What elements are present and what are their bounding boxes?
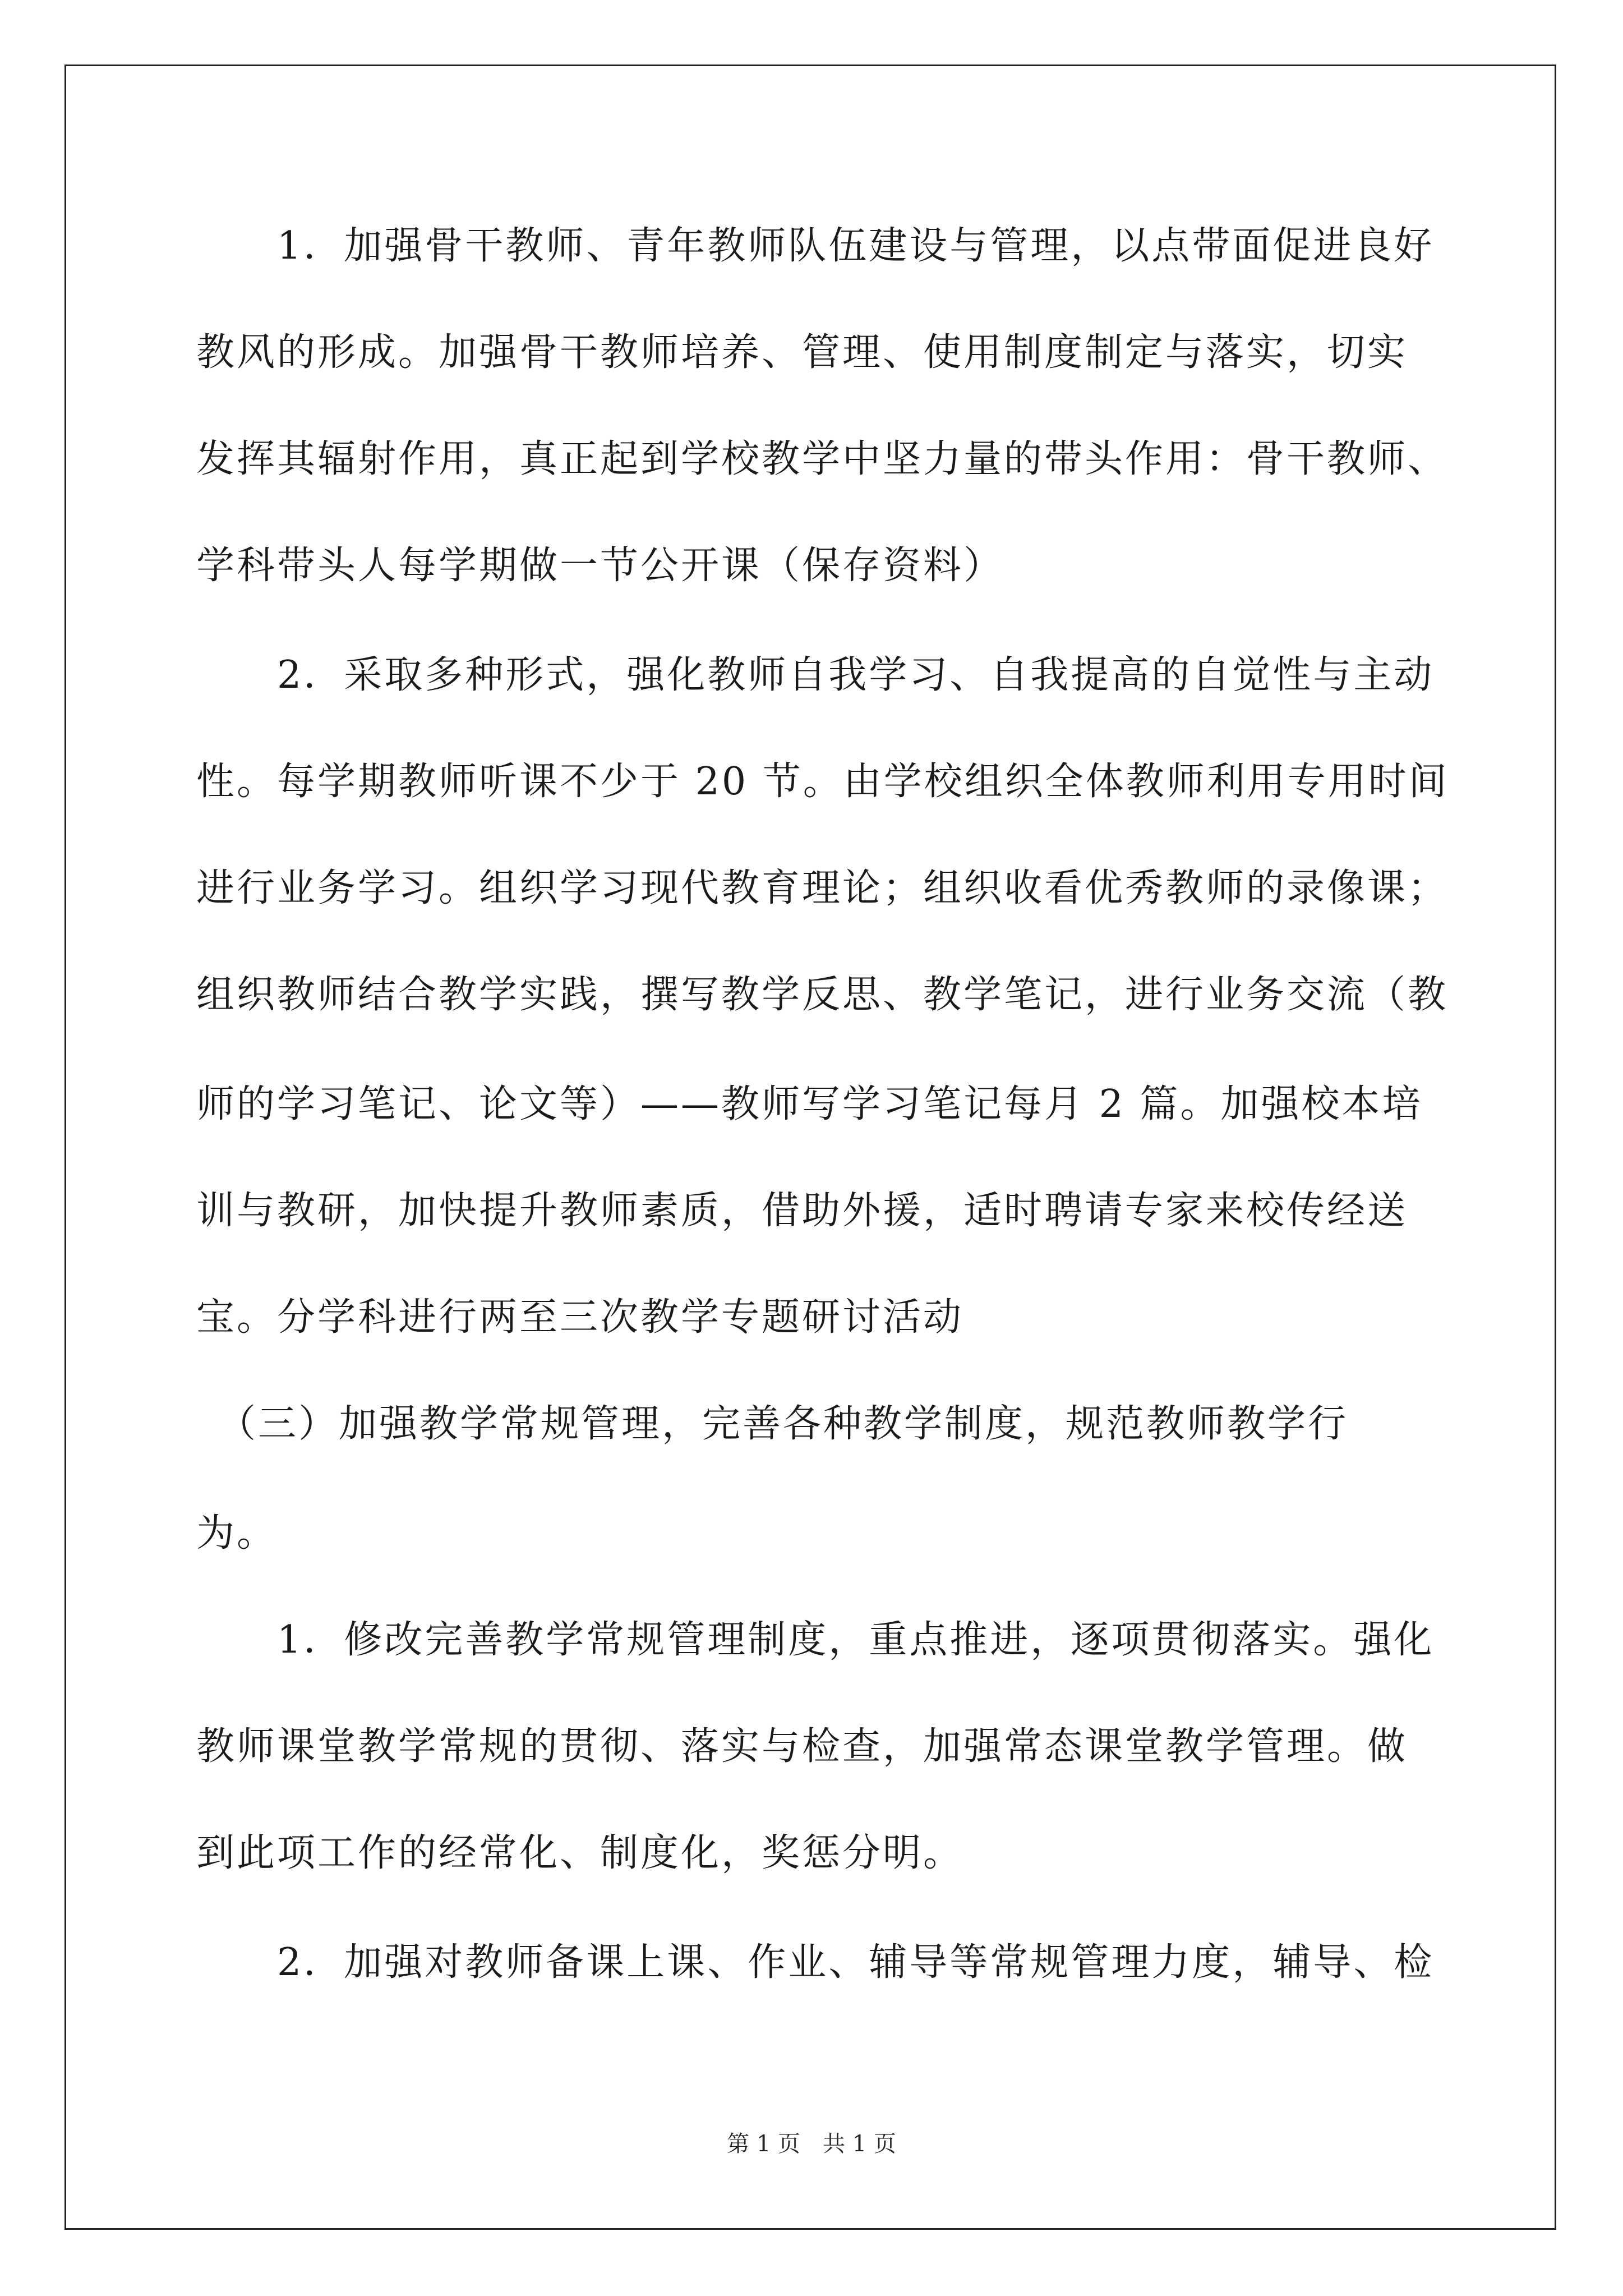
text-line: 进行业务学习。组织学习现代教育理论；组织收看优秀教师的录像课； (196, 866, 1449, 910)
text-line: 2．加强对教师备课上课、作业、辅导等常规管理力度，辅导、检 (196, 1940, 1435, 1985)
text-line: 师的学习笔记、论文等）——教师写学习笔记每月 2 篇。加强校本培 (196, 1082, 1423, 1126)
text-line: 2．采取多种形式，强化教师自我学习、自我提高的自觉性与主动 (196, 653, 1435, 697)
text-line: 教师课堂教学常规的贯彻、落实与检查，加强常态课堂教学管理。做 (196, 1724, 1408, 1769)
text-line: 发挥其辐射作用，真正起到学校教学中坚力量的带头作用：骨干教师、 (196, 437, 1449, 481)
page-border (64, 65, 1556, 2230)
text-line: 为。 (196, 1511, 278, 1556)
text-line: 训与教研，加快提升教师素质，借助外援，适时聘请专家来校传经送 (196, 1189, 1408, 1233)
text-line: 组织教师结合教学实践，撰写教学反思、教学笔记，进行业务交流（教 (196, 973, 1449, 1017)
page-number-footer: 第 1 页 共 1 页 (727, 2131, 896, 2157)
text-line: 到此项工作的经常化、制度化，奖惩分明。 (196, 1831, 964, 1875)
text-line: 宝。分学科进行两至三次教学专题研讨活动 (196, 1295, 964, 1340)
text-line: （三）加强教学常规管理，完善各种教学制度，规范教师教学行 (196, 1402, 1349, 1446)
text-line: 性。每学期教师听课不少于 20 节。由学校组织全体教师利用专用时间 (196, 760, 1449, 804)
text-line: 学科带头人每学期做一节公开课（保存资料） (196, 544, 1004, 588)
text-line: 1．加强骨干教师、青年教师队伍建设与管理，以点带面促进良好 (196, 224, 1435, 268)
text-line: 1．修改完善教学常规管理制度，重点推进，逐项贯彻落实。强化 (196, 1618, 1435, 1662)
text-line: 教风的形成。加强骨干教师培养、管理、使用制度制定与落实，切实 (196, 330, 1408, 375)
